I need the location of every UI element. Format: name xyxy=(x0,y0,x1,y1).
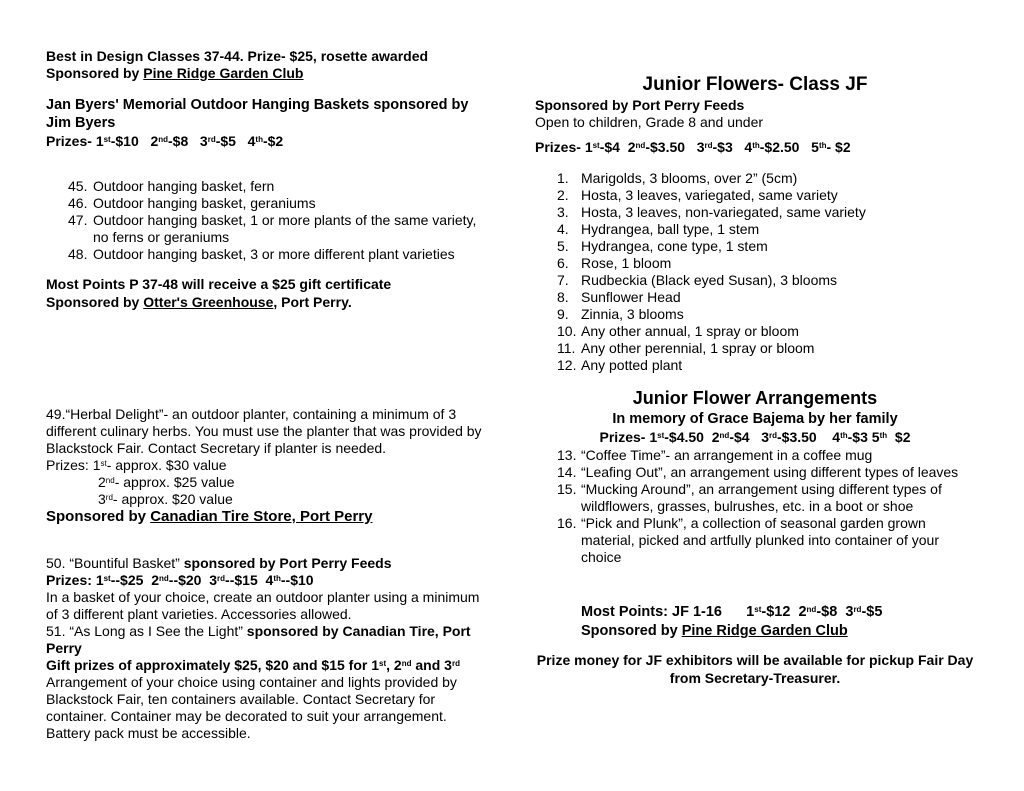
list-item xyxy=(68,195,488,212)
item-text: Rudbeckia (Black eyed Susan), 3 blooms xyxy=(581,272,838,288)
prize-value: -$3 xyxy=(847,429,868,445)
prize-suffix: nd xyxy=(105,476,115,485)
hanging-baskets-prizes xyxy=(46,133,494,150)
item-number: 16. xyxy=(557,515,577,531)
prize-value: -$2.50 xyxy=(759,139,800,155)
prize-value: -$3.50 xyxy=(777,429,817,445)
item-text: “Leafing Out”, an arrangement using different types of leaves xyxy=(581,464,959,480)
item-number: 8. xyxy=(557,289,569,305)
hanging-baskets-heading: Jan Byers' Memorial Outdoor Hanging Baskets sponsored by xyxy=(46,97,469,113)
arrangements-title: Junior Flower Arrangements xyxy=(632,388,878,408)
prize-value: --$25 xyxy=(110,572,144,588)
prize-place: 3 xyxy=(199,133,208,149)
item-number: 7. xyxy=(557,272,569,288)
most-points-p-section xyxy=(46,276,494,311)
prize-value: --$10 xyxy=(280,572,314,588)
prize-place: 3 xyxy=(209,572,218,588)
prize-suffix: nd xyxy=(806,605,817,614)
list-item xyxy=(557,357,975,374)
item-number: 46. xyxy=(68,195,88,211)
prize-place: 1 xyxy=(95,572,104,588)
list-item xyxy=(557,464,975,481)
gift-text: , 2 xyxy=(386,657,402,673)
prize-value: -$3.50 xyxy=(645,139,686,155)
prize-value: $2 xyxy=(894,429,911,445)
item-number: 45. xyxy=(68,178,88,194)
light-description: Arrangement of your choice using container and lights provided by Blackstock Fair, ten containers available. Contact Secretary for container. Container may be decorated to suit your arrangement. Battery pack must be accessible. xyxy=(46,674,457,741)
item-text: Outdoor hanging basket, fern xyxy=(93,178,275,194)
prize-suffix: rd xyxy=(451,659,460,668)
item-text: Hydrangea, cone type, 1 stem xyxy=(581,238,768,254)
prize-value: - $2 xyxy=(826,139,851,155)
item-number: 13. xyxy=(557,447,577,463)
jf-most-points-line xyxy=(581,603,975,622)
list-item xyxy=(68,178,488,195)
item-number: 10. xyxy=(557,323,577,339)
prizes-label: Prizes: xyxy=(46,572,96,588)
bountiful-basket-prizes xyxy=(46,572,494,589)
prize-place: 4 xyxy=(247,133,256,149)
item-number: 1. xyxy=(557,170,569,186)
prize-suffix: th xyxy=(879,431,888,440)
list-item xyxy=(557,447,975,464)
prize-suffix: rd xyxy=(853,605,862,614)
herbal-prize-1 xyxy=(46,457,494,474)
prize-place: 4 xyxy=(265,572,274,588)
item-number: 6. xyxy=(557,255,569,271)
sponsor-suffix: , Port Perry. xyxy=(273,294,352,310)
most-points-p-sponsor-line xyxy=(46,294,494,311)
most-points-label: Most Points: JF 1-16 xyxy=(581,604,722,620)
list-item xyxy=(557,340,975,357)
prize-place: 5 xyxy=(811,139,819,155)
item-text: Zinnia, 3 blooms xyxy=(581,306,684,322)
prize-suffix: rd xyxy=(207,135,216,144)
light-gift-prizes xyxy=(46,657,494,674)
best-design-section xyxy=(46,48,494,82)
prize-place: 1 xyxy=(92,457,101,473)
item-text: Outdoor hanging basket, 3 or more different plant varieties xyxy=(93,246,455,262)
prize-suffix: st xyxy=(657,431,665,440)
prize-place: 2 xyxy=(798,604,807,620)
prize-place: 4 xyxy=(744,139,753,155)
prizes-label: Prizes- xyxy=(599,429,650,445)
item-number: 2. xyxy=(557,187,569,203)
prize-place: 1 xyxy=(649,429,658,445)
prize-suffix: nd xyxy=(159,574,169,583)
prize-place: 4 xyxy=(832,429,841,445)
item-text: Sunflower Head xyxy=(581,289,681,305)
item-number: 9. xyxy=(557,306,569,322)
prize-value: -$4 xyxy=(729,429,750,445)
prize-place: 1 xyxy=(584,139,593,155)
list-item xyxy=(557,204,975,221)
herbal-sponsor: Canadian Tire Store, Port Perry xyxy=(150,508,373,525)
prize-suffix: st xyxy=(379,659,387,668)
sponsor-prefix: Sponsored by xyxy=(46,294,144,310)
list-item xyxy=(557,187,975,204)
prize-suffix: st xyxy=(103,574,111,583)
prizes-label: Prizes: xyxy=(46,457,93,473)
item-text: Rose, 1 bloom xyxy=(581,255,672,271)
list-item xyxy=(557,170,975,187)
item-number: 48. xyxy=(68,246,88,262)
hanging-baskets-sponsor: Jim Byers xyxy=(46,115,116,131)
entry-sponsor: sponsored by Port Perry Feeds xyxy=(183,555,392,571)
sponsor-prefix: Sponsored by xyxy=(46,65,144,81)
prize-place: 5 xyxy=(871,429,880,445)
entry-title: 50. “Bountiful Basket” xyxy=(46,555,184,571)
prize-suffix: nd xyxy=(158,135,169,144)
item-text: Hydrangea, ball type, 1 stem xyxy=(581,221,760,237)
herbal-delight-section xyxy=(46,406,494,526)
prize-suffix: rd xyxy=(704,141,713,150)
prize-place: 2 xyxy=(151,572,159,588)
sponsor-prefix: Sponsored by xyxy=(46,508,151,525)
entry-sponsor: sponsored by Canadian Tire, Port Perry xyxy=(46,623,471,656)
junior-flowers-open-to: Open to children, Grade 8 and under xyxy=(535,114,764,130)
prize-value: -$4 xyxy=(599,139,620,155)
prize-value: -$2 xyxy=(262,133,284,149)
prize-value: --$15 xyxy=(225,572,258,588)
prize-value: -$5 xyxy=(215,133,236,149)
prize-value: --$20 xyxy=(168,572,202,588)
list-item xyxy=(557,221,975,238)
jf-most-points-sponsor: Pine Ridge Garden Club xyxy=(681,623,848,639)
herbal-prize-3 xyxy=(46,491,494,508)
item-text: Outdoor hanging basket, 1 or more plants of the same variety, no ferns or geraniums xyxy=(93,212,477,245)
junior-flowers-sponsor: Sponsored by Port Perry Feeds xyxy=(535,97,745,113)
best-design-heading: Best in Design Classes 37-44. Prize- $25, rosette awarded xyxy=(46,48,429,64)
item-number: 14. xyxy=(557,464,577,480)
list-item xyxy=(68,246,488,263)
prize-place: 1 xyxy=(746,604,755,620)
item-text: Any other perennial, 1 spray or bloom xyxy=(581,340,815,356)
prize-value: - approx. $30 value xyxy=(106,457,227,473)
item-text: Any potted plant xyxy=(581,357,683,373)
bountiful-basket-section xyxy=(46,555,494,742)
prize-suffix: th xyxy=(273,574,281,583)
item-text: Marigolds, 3 blooms, over 2” (5cm) xyxy=(581,170,798,186)
arrangements-prizes xyxy=(535,429,975,446)
prizes-label: Prizes- xyxy=(46,133,96,149)
junior-flowers-title: Junior Flowers- Class JF xyxy=(642,74,868,95)
list-item xyxy=(557,515,975,566)
list-item xyxy=(557,481,975,515)
item-text: “Coffee Time”- an arrangement in a coffee mug xyxy=(581,447,873,463)
prize-place: 2 xyxy=(711,429,720,445)
item-number: 3. xyxy=(557,204,569,220)
list-item xyxy=(557,306,975,323)
prize-suffix: rd xyxy=(105,493,113,502)
junior-flowers-intro xyxy=(535,97,975,156)
hanging-baskets-list xyxy=(68,178,488,263)
most-points-p-sponsor: Otter's Greenhouse xyxy=(143,294,274,310)
bountiful-basket-description: In a basket of your choice, create an outdoor planter using a minimum of 3 different plant varieties. Accessories allowed. xyxy=(46,589,480,622)
best-design-sponsor-line xyxy=(46,65,494,82)
prize-place: 3 xyxy=(98,491,106,507)
herbal-prize-2 xyxy=(46,474,494,491)
prize-suffix: nd xyxy=(635,141,646,150)
prize-suffix: st xyxy=(754,605,762,614)
item-text: Hosta, 3 leaves, variegated, same variety xyxy=(581,187,838,203)
prize-suffix: rd xyxy=(769,431,778,440)
prize-value: -$12 xyxy=(761,604,791,620)
item-text: “Mucking Around”, an arrangement using different types of wildflowers, grasses, bulrushes, etc. in a boot or shoe xyxy=(581,481,942,514)
list-item xyxy=(68,212,488,246)
prize-suffix: th xyxy=(752,141,760,150)
arrangements-memory: In memory of Grace Bajema by her family xyxy=(612,411,898,427)
herbal-delight-description: 49.“Herbal Delight”- an outdoor planter, containing a minimum of 3 different culinary herbs. You must use the planter that was provided by Blackstock Fair. Contact Secretary if planter is needed. xyxy=(46,406,482,456)
prize-suffix: th xyxy=(255,135,263,144)
jf-most-points-section xyxy=(581,603,975,641)
prize-place: 1 xyxy=(95,133,104,149)
pickup-notice: Prize money for JF exhibitors will be available for pickup Fair Day from Secretary-Treasurer. xyxy=(536,652,974,686)
prize-place: 2 xyxy=(150,133,159,149)
prize-value: - approx. $20 value xyxy=(112,491,233,507)
sponsor-prefix: Sponsored by xyxy=(581,623,682,639)
prize-suffix: th xyxy=(818,141,827,150)
prize-place: 3 xyxy=(696,139,705,155)
prize-place: 3 xyxy=(845,604,854,620)
hanging-baskets-section xyxy=(46,96,494,150)
prize-place: 2 xyxy=(627,139,636,155)
junior-flowers-list xyxy=(557,170,975,374)
item-text: Hosta, 3 leaves, non-variegated, same variety xyxy=(581,204,866,220)
list-item xyxy=(557,289,975,306)
entry-title: 51. “As Long as I See the Light” xyxy=(46,623,247,639)
list-item xyxy=(557,272,975,289)
prize-suffix: nd xyxy=(401,659,412,668)
list-item xyxy=(557,323,975,340)
bountiful-basket-title xyxy=(46,555,494,572)
junior-flowers-prizes xyxy=(535,139,975,156)
gift-text: Gift prizes of approximately $25, $20 and $15 for 1 xyxy=(46,657,380,673)
gift-text: and 3 xyxy=(411,657,452,673)
prizes-label: Prizes- xyxy=(535,139,585,155)
arrangements-list xyxy=(557,447,975,566)
prize-value: -$5 xyxy=(861,604,883,620)
prize-value: -$3 xyxy=(712,139,733,155)
item-number: 47. xyxy=(68,212,88,228)
prize-suffix: rd xyxy=(217,574,226,583)
prize-value: -$8 xyxy=(168,133,189,149)
item-text: Any other annual, 1 spray or bloom xyxy=(581,323,799,339)
prize-suffix: th xyxy=(840,431,848,440)
item-text: “Pick and Plunk”, a collection of seasonal garden grown material, picked and artfully plunked into container of your choice xyxy=(581,515,939,565)
list-item xyxy=(557,255,975,272)
prize-value: -$4.50 xyxy=(664,429,704,445)
prize-suffix: st xyxy=(103,135,111,144)
item-number: 11. xyxy=(557,340,576,356)
item-number: 5. xyxy=(557,238,569,254)
prize-value: -$8 xyxy=(816,604,838,620)
list-item xyxy=(557,238,975,255)
jf-most-points-sponsor-line xyxy=(581,622,975,641)
best-design-sponsor: Pine Ridge Garden Club xyxy=(143,65,304,81)
herbal-sponsor-line xyxy=(46,508,494,526)
prize-suffix: st xyxy=(592,141,600,150)
item-number: 12. xyxy=(557,357,577,373)
prize-value: - approx. $25 value xyxy=(114,474,235,490)
prize-suffix: nd xyxy=(719,431,730,440)
light-title xyxy=(46,623,494,657)
prize-place: 2 xyxy=(98,474,106,490)
prize-place: 3 xyxy=(761,429,770,445)
most-points-p-heading: Most Points P 37-48 will receive a $25 gift certificate xyxy=(46,276,392,292)
item-number: 4. xyxy=(557,221,569,237)
prize-value: -$10 xyxy=(110,133,139,149)
item-text: Outdoor hanging basket, geraniums xyxy=(93,195,316,211)
item-number: 15. xyxy=(557,481,577,497)
prize-suffix: st xyxy=(100,459,107,468)
